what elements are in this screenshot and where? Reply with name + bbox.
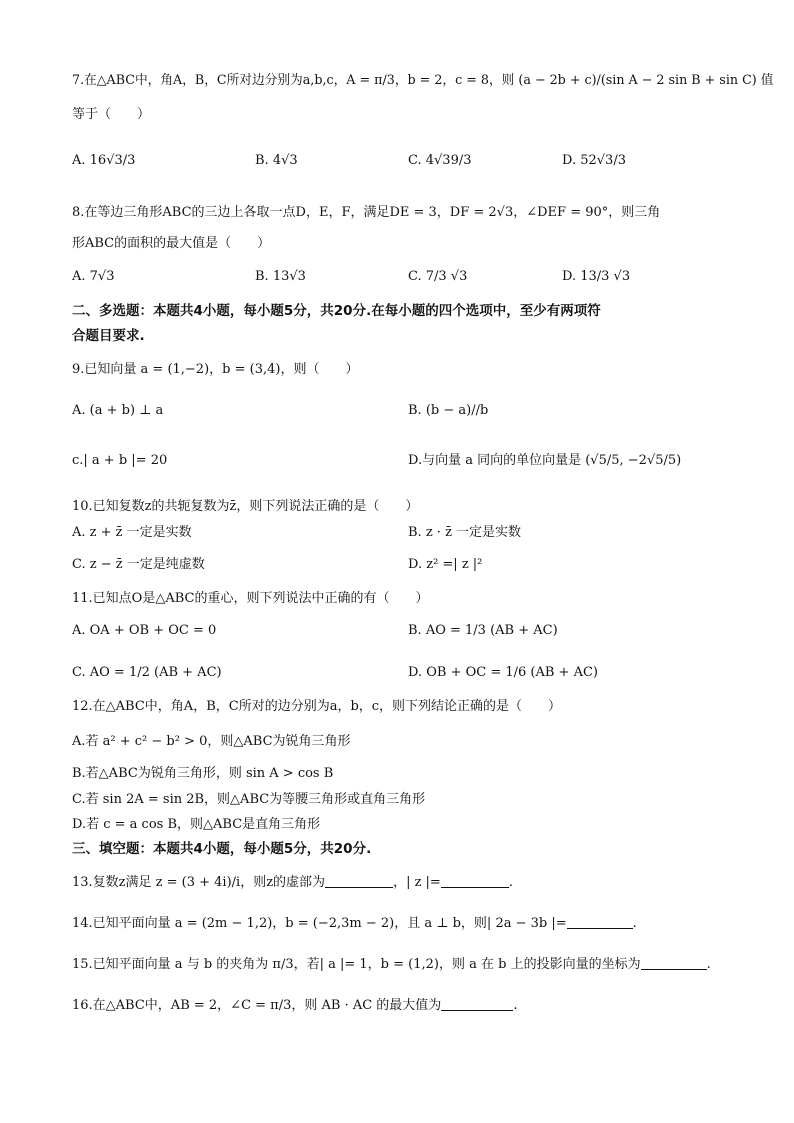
q9-option-a: A. (a + b) ⊥ a [72,403,164,418]
q13-text-end: . [508,875,513,890]
q14-text: 14.已知平面向量 a = (2m − 1,2)，b = (−2,3m − 2)，且 a ⊥ b，则| 2a − 3b |= [72,916,567,931]
q7-option-d: D. 52√3/3 [562,153,626,168]
q11-option-d: D. OB + OC = 1/6 (AB + AC) [408,665,598,680]
q7-stem-line2: 等于（ ） [72,107,151,122]
q9-option-c: c.| a + b |= 20 [72,453,168,468]
q12-option-a: A.若 a² + c² − b² > 0，则△ABC为锐角三角形 [72,734,351,749]
q7-stem-line1: 7.在△ABC中，角A，B，C所对边分别为a,b,c，A = π/3，b = 2，c = 8，则 (a − 2b + c)/(sin A − 2 sin B + sin C) 值 [72,73,774,88]
section-multiple-choice-heading-line2: 合题目要求. [72,328,145,344]
q15-text-end: . [706,957,711,972]
section-multiple-choice-heading-line1: 二、多选题：本题共4小题，每小题5分，共20分.在每小题的四个选项中，至少有两项符 [72,303,601,319]
q14-blank[interactable] [567,914,633,929]
q7-option-b: B. 4√3 [255,153,298,168]
q15-text: 15.已知平面向量 a 与 b 的夹角为 π/3，若| a |= 1，b = (1,2)，则 a 在 b 上的投影向量的坐标为 [72,957,641,972]
q15-line [72,955,711,974]
q12-option-b: B.若△ABC为锐角三角形，则 sin A > cos B [72,766,334,781]
q8-option-b: B. 13√3 [255,269,306,284]
q13-blank-1[interactable] [325,873,393,888]
q8-option-a: A. 7√3 [72,269,115,284]
q12-stem: 12.在△ABC中，角A，B，C所对的边分别为a，b，c，则下列结论正确的是（ ） [72,699,562,714]
q12-option-d: D.若 c = a cos B，则△ABC是直角三角形 [72,817,321,832]
q14-line [72,914,637,933]
q9-stem: 9.已知向量 a = (1,−2)，b = (3,4)，则（ ） [72,362,359,377]
q16-text-end: . [513,998,518,1013]
q10-option-a: A. z + z̄ 一定是实数 [72,525,192,540]
q8-option-d: D. 13/3 √3 [562,269,631,284]
q11-stem: 11.已知点O是△ABC的重心，则下列说法中正确的有（ ） [72,591,429,606]
q13-text-mid: ，| z |= [393,875,441,890]
q12-option-c: C.若 sin 2A = sin 2B，则△ABC为等腰三角形或直角三角形 [72,792,426,807]
q10-option-c: C. z − z̄ 一定是纯虚数 [72,557,205,572]
q9-option-d: D.与向量 a 同向的单位向量是 (√5/5, −2√5/5) [408,453,682,468]
q10-option-d: D. z² =| z |² [408,557,483,572]
q11-option-b: B. AO = 1/3 (AB + AC) [408,623,558,638]
q16-blank[interactable] [441,996,513,1011]
q10-stem: 10.已知复数z的共轭复数为z̄，则下列说法正确的是（ ） [72,499,419,514]
q10-option-b: B. z · z̄ 一定是实数 [408,525,522,540]
q11-option-a: A. OA + OB + OC = 0 [72,623,217,638]
q8-stem-line1: 8.在等边三角形ABC的三边上各取一点D，E，F，满足DE = 3，DF = 2√3，∠DEF = 90°，则三角 [72,205,661,220]
q11-option-c: C. AO = 1/2 (AB + AC) [72,665,222,680]
q7-option-a: A. 16√3/3 [72,153,136,168]
q8-stem-line2: 形ABC的面积的最大值是（ ） [72,236,271,251]
q14-text-end: . [632,916,637,931]
q7-option-c: C. 4√39/3 [408,153,472,168]
q16-line [72,996,517,1015]
q15-blank[interactable] [641,955,707,970]
q16-text: 16.在△ABC中，AB = 2，∠C = π/3，则 AB · AC 的最大值为 [72,998,442,1013]
q8-option-c: C. 7/3 √3 [408,269,468,284]
q13-text: 13.复数z满足 z = (3 + 4i)/i，则z的虚部为 [72,875,326,890]
q13-line [72,873,513,892]
q13-blank-2[interactable] [441,873,509,888]
section-fill-in-heading: 三、填空题：本题共4小题，每小题5分，共20分. [72,841,372,857]
q9-option-b: B. (b − a)//b [408,403,489,418]
